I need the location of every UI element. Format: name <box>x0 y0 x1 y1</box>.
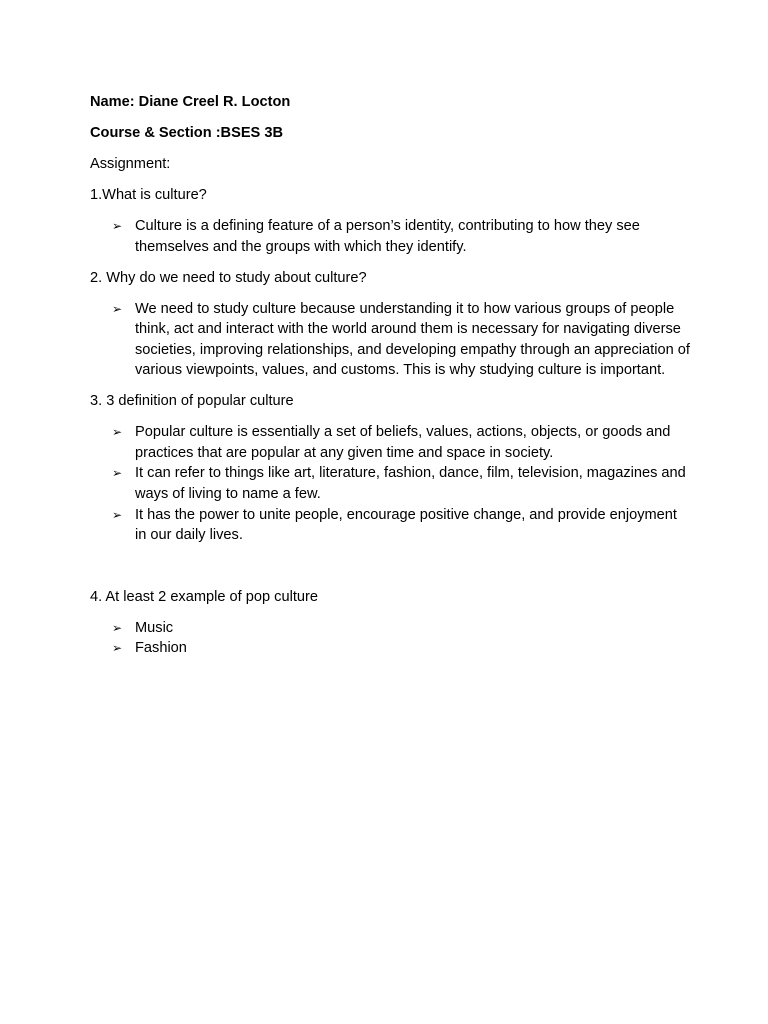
arrow-bullet-icon: ➢ <box>112 218 123 233</box>
answer-text: Music <box>135 619 174 636</box>
arrow-bullet-icon: ➢ <box>112 466 123 481</box>
arrow-bullet-icon: ➢ <box>112 620 123 635</box>
question-1: 1.What is culture? <box>90 186 207 203</box>
answer-text: Popular culture is essentially a set of beliefs, values, actions, objects, or goods and practices that are popular at any given time and space in society. <box>135 424 671 461</box>
answer-text: It has the power to unite people, encourage positive change, and provide enjoyment in our daily lives. <box>135 506 677 544</box>
list-item <box>90 618 690 639</box>
arrow-bullet-icon: ➢ <box>112 641 123 656</box>
list-item <box>90 638 690 659</box>
question-3: 3. 3 definition of popular culture <box>90 393 294 410</box>
arrow-bullet-icon: ➢ <box>112 425 123 440</box>
list-item <box>90 299 690 381</box>
answer-list-3 <box>90 422 690 546</box>
student-name: Name: Diane Creel R. Locton <box>90 94 291 110</box>
assignment-label: Assignment: <box>90 155 171 172</box>
list-item <box>90 216 690 257</box>
list-item <box>90 463 690 504</box>
blank-line <box>90 556 690 587</box>
arrow-bullet-icon: ➢ <box>112 301 123 316</box>
arrow-bullet-icon: ➢ <box>112 507 123 522</box>
document-body <box>90 92 690 669</box>
list-item <box>90 505 690 546</box>
answer-list-2 <box>90 299 690 381</box>
answer-text: Fashion <box>135 640 187 657</box>
answer-text: Culture is a defining feature of a person’s identity, contributing to how they see themselves and the groups with which they identify. <box>135 217 640 255</box>
course-section: Course & Section :BSES 3B <box>90 124 284 141</box>
answer-text: We need to study culture because understanding it to how various groups of people think, act and interact with the world around them is necessary for navigating diverse societies, improving relationships, and developing empathy through an appreciation of various viewpoints, values, and customs. This is why studying culture is important. <box>135 300 690 379</box>
answer-text: It can refer to things like art, literature, fashion, dance, film, television, magazines and ways of living to name a few. <box>135 465 686 503</box>
list-item <box>90 422 690 463</box>
answer-list-4 <box>90 618 690 659</box>
question-2: 2. Why do we need to study about culture? <box>90 269 367 286</box>
answer-list-1 <box>90 216 690 257</box>
question-4: 4. At least 2 example of pop culture <box>90 588 318 605</box>
